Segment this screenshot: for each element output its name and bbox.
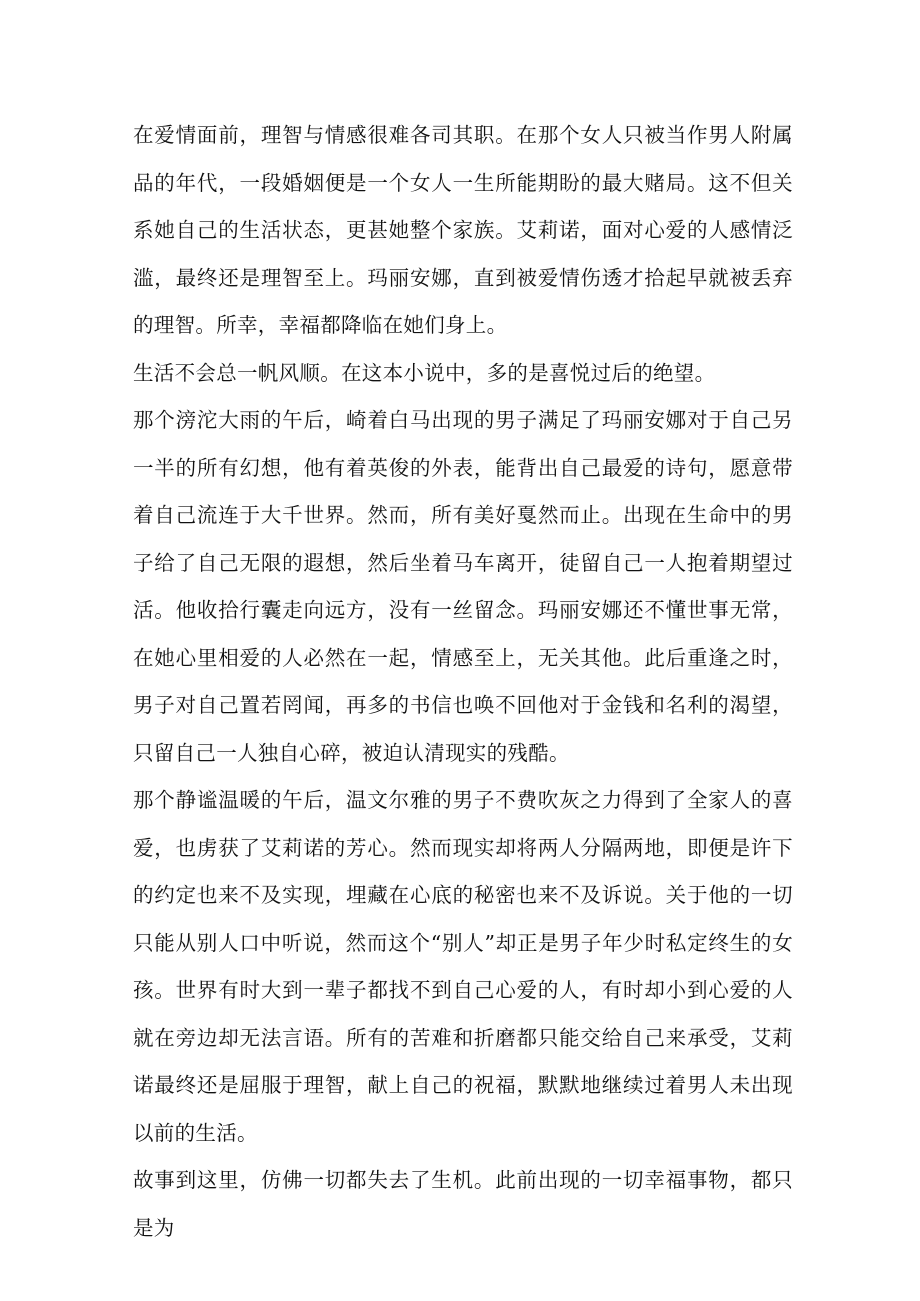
document-body xyxy=(133,112,793,1252)
paragraph-5: 故事到这里，仿佛一切都失去了生机。此前出现的一切幸福事物，都只是为 xyxy=(133,1168,793,1240)
paragraph-2: 生活不会总一帆风顺。在这本小说中，多的是喜悦过后的绝望。 xyxy=(133,360,716,385)
paragraph-1: 在爱情面前，理智与情感很难各司其职。在那个女人只被当作男人附属品的年代，一段婚姻便是一个女人一生所能期盼的最大赌局。这不但关系她自己的生活状态，更甚她整个家族。艾莉诺，面对心爱的人感情泛滥，最终还是理智至上。玛丽安娜，直到被爱情伤透才拾起早就被丢弃的理智。所幸，幸福都降临在她们身上。 xyxy=(133,123,793,337)
paragraph-3: 那个滂沱大雨的午后，崎着白马出现的男子满足了玛丽安娜对于自己另一半的所有幻想，他有着英俊的外表，能背出自己最爱的诗句，愿意带着自己流连于大千世界。然而，所有美好戛然而止。出现在生命中的男子给了自己无限的遐想，然后坐着马车离开，徒留自己一人抱着期望过活。他收拾行囊走向远方，没有一丝留念。玛丽安娜还不懂世事无常，在她心里相爱的人必然在一起，情感至上，无关其他。此后重逢之时，男子对自己置若罔闻，再多的书信也唤不回他对于金钱和名利的渴望，只留自己一人独自心碎，被迫认清现实的残酷。 xyxy=(133,408,793,765)
paragraph-4: 那个静谧温暖的午后，温文尔雅的男子不费吹灰之力得到了全家人的喜爱，也虏获了艾莉诺的芳心。然而现实却将两人分隔两地，即便是许下的约定也来不及实现，埋藏在心底的秘密也来不及诉说。关于他的一切只能从别人口中听说，然而这个“别人”却正是男子年少时私定终生的女孩。世界有时大到一辈子都找不到自己心爱的人，有时却小到心爱的人就在旁边却无法言语。所有的苦难和折磨都只能交给自己来承受，艾莉诺最终还是屈服于理智，献上自己的祝福，默默地继续过着男人未出现以前的生活。 xyxy=(133,788,793,1145)
